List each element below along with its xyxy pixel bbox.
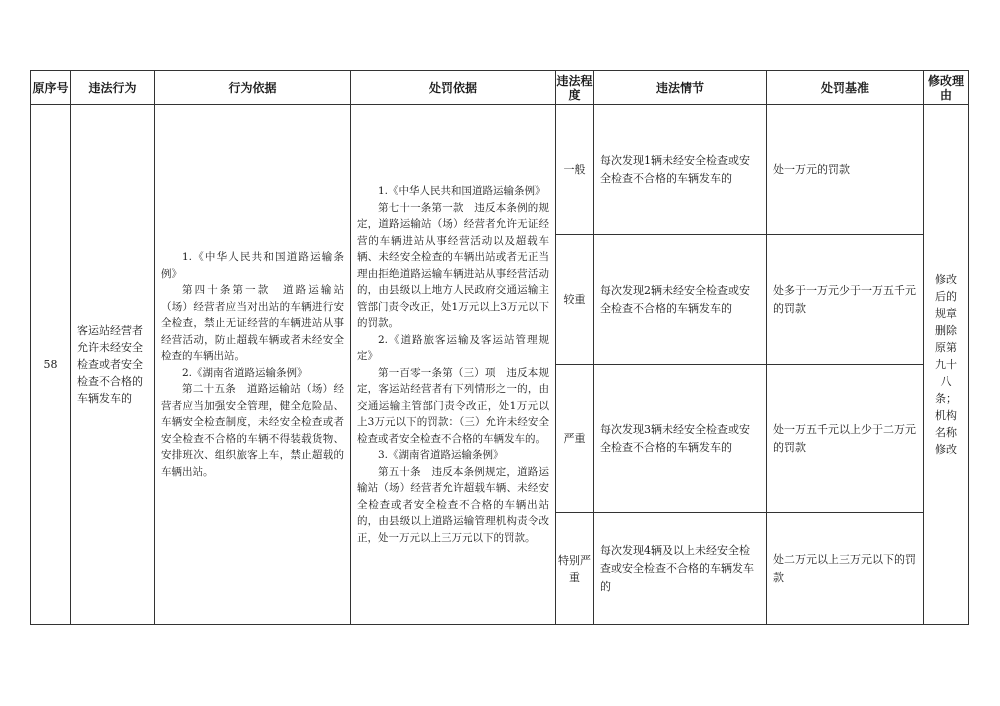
header-situation: 违法情节 — [594, 71, 767, 105]
modification-reason: 修改后的规章删除原第九十八条；机构名称修改 — [924, 105, 969, 625]
header-reason: 修改理由 — [924, 71, 969, 105]
penalty-paragraph: 1.《中华人民共和国道路运输条例》 — [378, 185, 546, 197]
situation-severe: 每次发现3辆未经安全检查或安全检查不合格的车辆发车的 — [594, 365, 767, 513]
standard-general: 处一万元的罚款 — [767, 105, 924, 235]
standard-especially-severe: 处二万元以上三万元以下的罚款 — [767, 513, 924, 625]
header-penalty-basis: 处罚依据 — [351, 71, 556, 105]
degree-general: 一般 — [556, 105, 594, 235]
table-header-row — [31, 71, 969, 105]
degree-serious: 较重 — [556, 235, 594, 365]
degree-especially-severe: 特别严重 — [556, 513, 594, 625]
penalty-paragraph: 第一百零一条第（三）项 违反本规定，客运站经营者有下列情形之一的，由交通运输主管部门责令改正，处1万元以上3万元以下的罚款：（三）允许未经安全检查或者安全检查不合格的车辆发车的。 — [357, 366, 549, 445]
penalty-paragraph: 第五十条 违反本条例规定，道路运输站（场）经营者允许超载车辆、未经安全检查或者安全检查不合格的车辆出站的，由县级以上道路运输管理机构责令改正，处一万元以上三万元以下的罚款。 — [357, 465, 549, 544]
conduct-basis — [155, 105, 351, 625]
penalty-paragraph: 第七十一条第一款 违反本条例的规定，道路运输站（场）经营者允许无证经营的车辆进站从事经营活动以及超载车辆、未经安全检查的车辆出站或者无正当理由拒绝道路运输车辆进站从事经营活动的，由县级以上地方人民政府交通运输主管部门责令改正，处1万元以上3万元以下的罚款。 — [357, 201, 549, 329]
standard-serious: 处多于一万元少于一万五千元的罚款 — [767, 235, 924, 365]
situation-serious: 每次发现2辆未经安全检查或安全检查不合格的车辆发车的 — [594, 235, 767, 365]
row-number: 58 — [31, 105, 71, 625]
situation-general: 每次发现1辆未经安全检查或安全检查不合格的车辆发车的 — [594, 105, 767, 235]
basis-paragraph: 第四十条第一款 道路运输站（场）经营者应当对出站的车辆进行安全检查，禁止无证经营的车辆进站从事经营活动，防止超载车辆或者未经安全检查的车辆出站。 — [161, 284, 344, 362]
header-no: 原序号 — [31, 71, 71, 105]
table-row — [31, 105, 969, 235]
penalty-standard-table — [30, 70, 969, 625]
standard-severe: 处一万五千元以上少于二万元的罚款 — [767, 365, 924, 513]
penalty-paragraph: 2.《道路旅客运输及客运站管理规定》 — [357, 333, 549, 362]
penalty-paragraph: 3.《湖南省道路运输条例》 — [378, 449, 504, 461]
header-basis: 行为依据 — [155, 71, 351, 105]
situation-especially-severe: 每次发现4辆及以上未经安全检查或安全检查不合格的车辆发车的 — [594, 513, 767, 625]
header-degree: 违法程度 — [556, 71, 594, 105]
header-standard: 处罚基准 — [767, 71, 924, 105]
basis-paragraph: 第二十五条 道路运输站（场）经营者应当加强安全管理，健全危险品、车辆安全检查制度，未经安全检查或者安全检查不合格的车辆不得装载货物、安排班次、组织旅客上车，禁止超载的车辆出站。 — [161, 383, 344, 478]
penalty-basis — [351, 105, 556, 625]
basis-paragraph: 1.《中华人民共和国道路运输条例》 — [161, 251, 344, 280]
header-act: 违法行为 — [71, 71, 155, 105]
basis-paragraph: 2.《湖南省道路运输条例》 — [182, 366, 308, 379]
violation-act: 客运站经营者允许未经安全检查或者安全检查不合格的车辆发车的 — [71, 105, 155, 625]
degree-severe: 严重 — [556, 365, 594, 513]
